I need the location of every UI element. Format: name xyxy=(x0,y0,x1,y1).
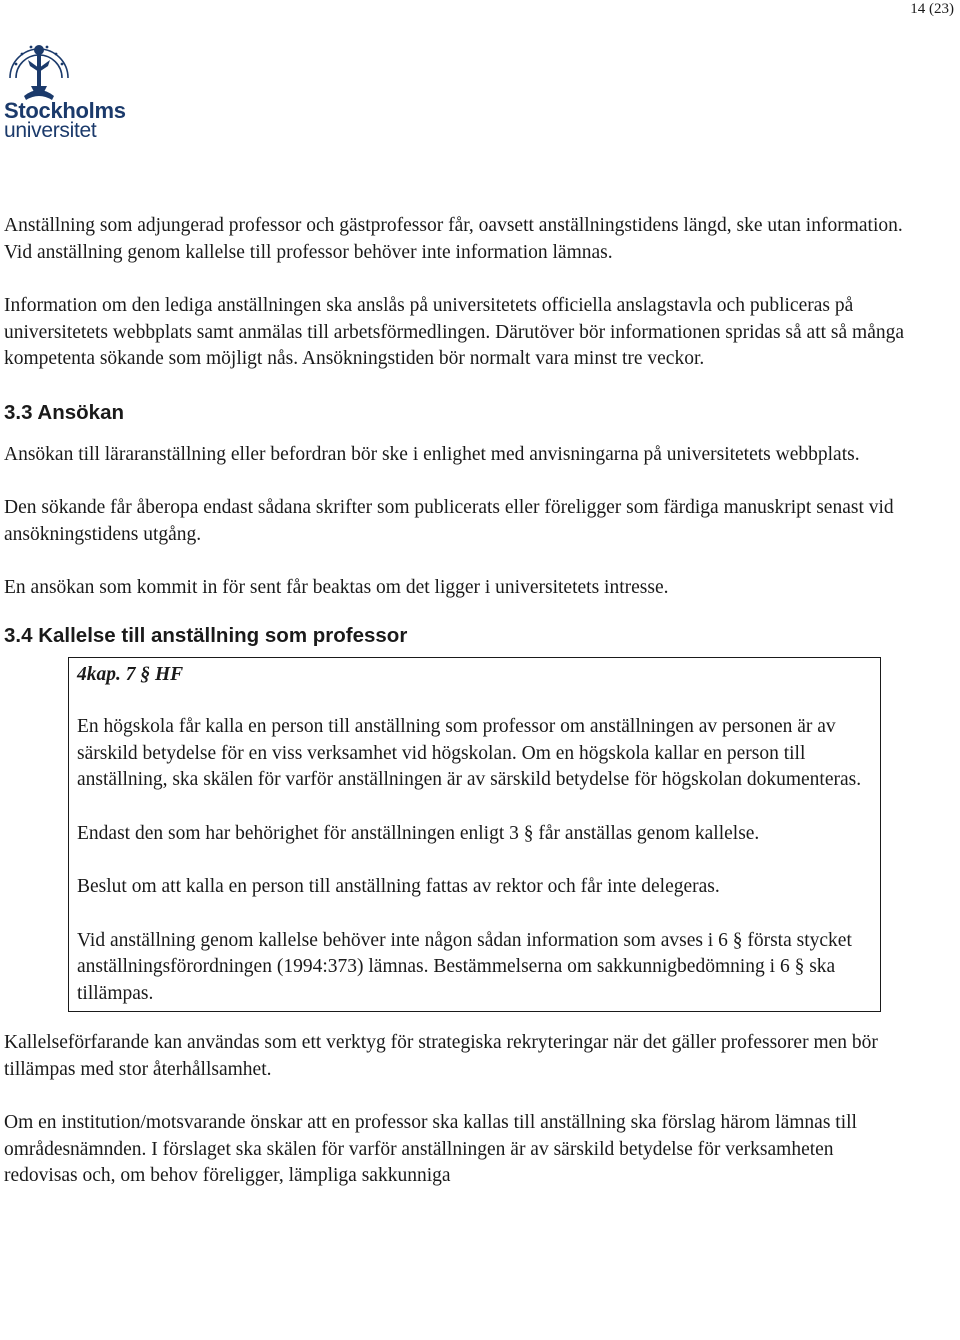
section-3-4-paragraph-1: Kallelseförfarande kan användas som ett verktyg för strategiska rekryteringar när det gäller professorer men bör tillämpas med stor återhållsamhet. xyxy=(4,1032,878,1080)
university-logo xyxy=(4,38,128,142)
section-3-3-paragraph-3: En ansökan som kommit in för sent får beaktas om det ligger i universitetets intresse. xyxy=(4,577,669,598)
document-body xyxy=(4,213,904,1217)
law-quote-paragraph-4: Vid anställning genom kallelse behöver inte någon sådan information som avses i 6 § första stycket anställningsförordningen (1994:373) lämnas. Bestämmelserna om sakkunnigbedömning i 6 § ska tillämpas. xyxy=(77,929,852,1004)
law-quote-paragraph-2: Endast den som har behörighet för anställningen enligt 3 § får anställas genom kallelse. xyxy=(77,822,760,844)
university-seal-icon xyxy=(4,38,74,106)
section-3-4-heading: 3.4 Kallelse till anställning som professor xyxy=(4,623,408,647)
intro-paragraph-2: Information om den lediga anställningen ska anslås på universitetets officiella anslagstavla och publiceras på universitetets webbplats samt anmälas till arbetsförmedlingen. Därutöver bör informationen spridas så att så många kompetenta sökande som möjligt nås. Ansökningstiden bör normalt vara minst tre veckor. xyxy=(4,295,904,369)
section-3-3-paragraph-1: Ansökan till läraranställning eller befordran bör ske i enlighet med anvisningarna på universitetets webbplats. xyxy=(4,443,860,465)
law-quote-box xyxy=(68,657,881,1013)
intro-paragraph-1: Anställning som adjungerad professor och gästprofessor får, oavsett anställningstidens längd, ske utan information. Vid anställning genom kallelse till professor behöver inte information lämnas. xyxy=(4,215,903,263)
logo-line-1: Stockholms xyxy=(4,98,126,123)
section-3-3-heading: 3.3 Ansökan xyxy=(4,400,125,424)
law-quote-paragraph-1: En högskola får kalla en person till anställning som professor om anställningen av personen är av särskild betydelse för en viss verksamhet vid högskolan. Om en högskola kallar en person till anställning, ska skälen för varför anställningen är av särskild betydelse för högskolan dokumenteras. xyxy=(77,716,862,790)
section-3-4-paragraph-2: Om en institution/motsvarande önskar att en professor ska kallas till anställning ska förslag härom lämnas till områdesnämnden. I förslaget ska skälen för varför anställningen är av särskild betydelse för verksamheten redovisas och, om behov föreligger, lämpliga sakkunniga xyxy=(4,1112,857,1186)
page-number: 14 (23) xyxy=(910,1,954,17)
law-quote-title: 4kap. 7 § HF xyxy=(77,663,184,685)
section-3-3-paragraph-2: Den sökande får åberopa endast sådana skrifter som publicerats eller föreligger som färdiga manuskript senast vid ansökningstidens utgång. xyxy=(4,497,894,545)
law-quote-paragraph-3: Beslut om att kalla en person till anställning fattas av rektor och får inte delegeras. xyxy=(77,876,720,897)
logo-line-2: universitet xyxy=(4,119,97,142)
